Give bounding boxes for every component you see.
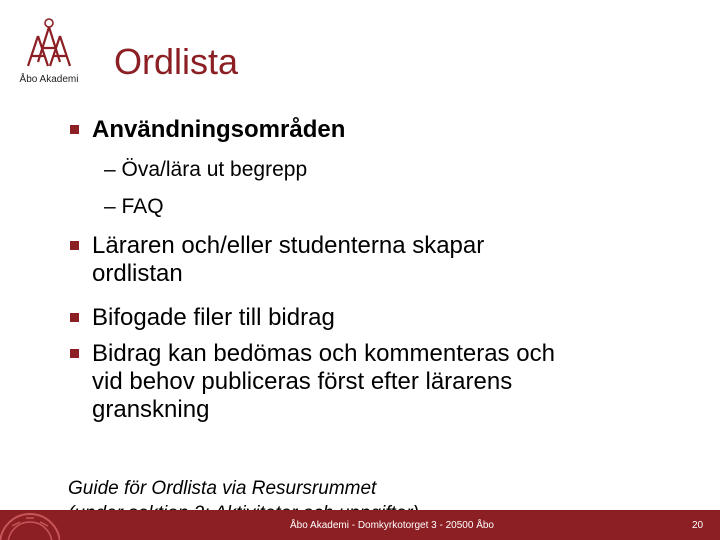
guide-line-1: Guide för Ordlista via Resursrummet: [68, 478, 377, 499]
logo-text: Åbo Akademi: [19, 74, 79, 85]
bullet-text-line: Bidrag kan bedömas och kommenteras och: [92, 340, 555, 367]
bullet-text-line: ordlistan: [92, 260, 183, 287]
sub-bullet-ova: – Öva/lära ut begrepp: [104, 158, 308, 181]
footer-address: Åbo Akademi - Domkyrkotorget 3 - 20500 Åbo: [290, 520, 494, 531]
bullet-text: Bifogade filer till bidrag: [92, 304, 335, 331]
bullet-lararen: [92, 232, 484, 288]
abo-akademi-logo: [14, 18, 84, 86]
bullet-text-line: granskning: [92, 396, 210, 423]
bullet-marker-icon: [70, 125, 79, 134]
footer-bar: [0, 510, 720, 540]
bullet-marker-icon: [70, 241, 79, 250]
bullet-bidrag: [92, 340, 555, 424]
bullet-marker-icon: [70, 349, 79, 358]
logo-emblem-icon: [14, 18, 84, 74]
sub-bullet-faq: – FAQ: [104, 195, 164, 218]
slide-title: Ordlista: [114, 41, 239, 82]
seal-icon: [0, 510, 60, 540]
bullet-text: Användningsområden: [92, 116, 346, 143]
bullet-text-line: Läraren och/eller studenterna skapar: [92, 232, 485, 259]
bullet-marker-icon: [70, 313, 79, 322]
bullet-bifogade: [92, 304, 335, 332]
bullet-text-line: vid behov publiceras först efter lärarens: [92, 368, 513, 395]
bullet-anvandningsomraden: [92, 116, 345, 144]
page-number: 20: [692, 520, 704, 531]
